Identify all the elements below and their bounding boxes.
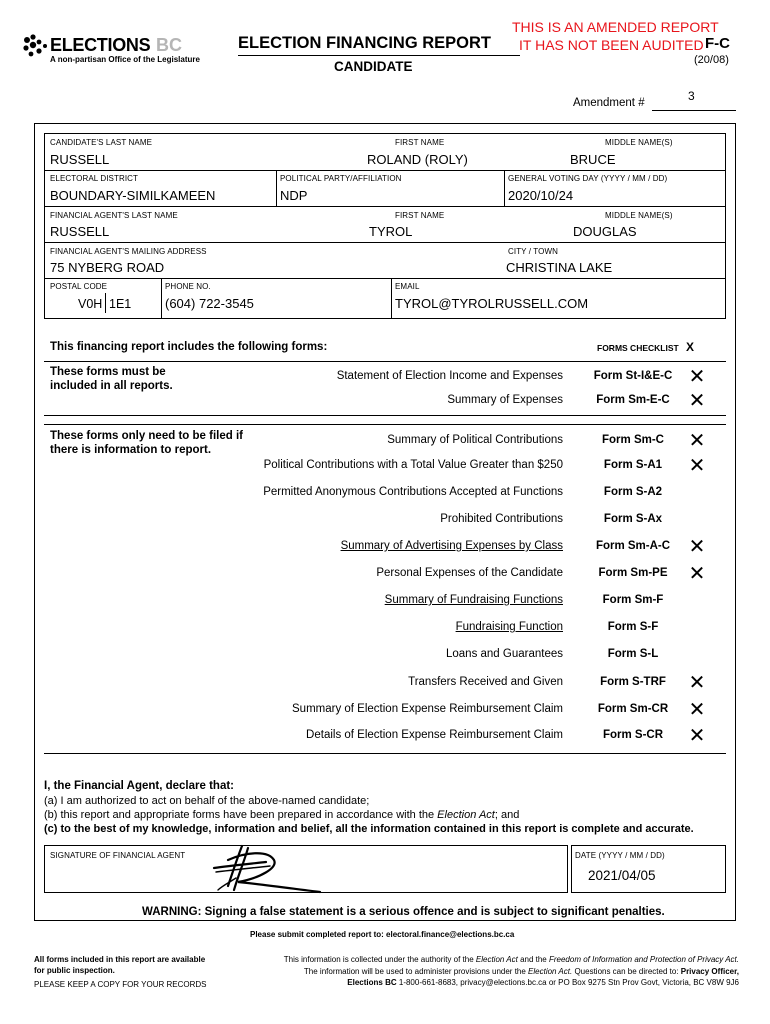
postal-code-label: POSTAL CODE [50,282,108,291]
date-field[interactable]: 2021/04/05 [588,868,656,883]
logo-tagline: A non-partisan Office of the Legislature [50,55,200,64]
form-row-description: Fundraising Function [455,621,563,633]
form-checkbox[interactable]: ✕ [688,699,706,721]
row-divider [44,206,726,207]
form-checkbox[interactable]: ✕ [688,430,706,452]
warning-text: Signing a false statement is a serious offence and is subject to significant penalties. [204,906,665,918]
form-row-description: Summary of Expenses [447,394,563,406]
email-label: EMAIL [395,282,420,291]
declaration-b-text: (b) this report and appropriate forms have been prepared in accordance with the [44,809,438,821]
public-inspection-note [34,954,205,976]
agent-first-name-field[interactable]: TYROL [369,224,413,239]
voting-day-field[interactable]: 2020/10/24 [508,188,574,203]
report-subtitle: CANDIDATE [334,59,413,74]
form-row-code: Form Sm-PE [598,567,668,579]
party-label: POLITICAL PARTY/AFFILIATION [280,174,402,183]
public-note-line-1: All forms included in this report are available [34,955,206,964]
logo-mark-icon [22,34,50,58]
form-row-code: Form S-TRF [600,676,666,688]
row-divider [44,278,726,279]
phone-field[interactable]: (604) 722-3545 [165,296,254,311]
declaration-item-c: (c) to the best of my knowledge, information and belief, all the information contained in this report is complete and accurate. [44,823,694,835]
form-row-description: Loans and Guarantees [445,648,563,660]
form-row-description: Political Contributions with a Total Value Greater than $250 [263,459,563,471]
electoral-district-field[interactable]: BOUNDARY-SIMILKAMEEN [50,188,216,203]
amendment-label: Amendment # [573,97,645,109]
form-checkbox[interactable]: ✕ [688,536,706,558]
report-title: ELECTION FINANCING REPORT [238,34,492,52]
declaration-item-a: (a) I am authorized to act on behalf of the above-named candidate; [44,795,370,807]
column-divider [391,278,392,319]
postal-code-divider [105,293,106,313]
form-row-description: Summary of Advertising Expenses by Class [340,540,563,552]
logo-suffix: BC [156,35,182,55]
form-row-code: Form Sm-A-C [595,540,671,552]
candidate-last-name-field[interactable]: RUSSELL [50,152,110,167]
row-divider [44,242,726,243]
agent-middle-name-field[interactable]: DOUGLAS [573,224,637,239]
form-row-code: Form Sm-CR [597,703,669,715]
privacy-notice [284,954,739,989]
forms-checklist-mark: X [686,340,695,354]
form-row-description: Summary of Political Contributions [387,434,563,446]
amended-notice: THIS IS AN AMENDED REPORT [512,19,719,35]
title-underline [238,55,520,56]
form-row-description: Statement of Election Income and Expenses [336,370,563,382]
agent-last-name-label: FINANCIAL AGENT'S LAST NAME [50,211,178,220]
postal-code-part-1[interactable]: V0H [78,297,103,311]
privacy-line-2 [284,966,739,978]
form-row-code: Form S-A2 [603,486,663,498]
warning [142,906,665,918]
declaration-b-suffix: ; and [494,809,520,821]
amendment-number-field[interactable]: 3 [688,89,695,103]
row-divider [44,170,726,171]
form-checkbox[interactable]: ✕ [688,563,706,585]
candidate-first-name-field[interactable]: ROLAND (ROLY) [367,152,468,167]
form-row-code: Form S-CR [602,729,664,741]
city-field[interactable]: CHRISTINA LAKE [506,260,613,275]
privacy-1-act2: Freedom of Information and Protection of Privacy Act. [548,955,739,964]
party-field[interactable]: NDP [280,188,308,203]
form-version: (20/08) [694,54,729,66]
declaration-heading: I, the Financial Agent, declare that: [44,780,234,792]
signature-scribble [208,842,358,894]
elections-bc-logo [22,34,222,68]
logo-text: ELECTIONS [50,35,151,55]
email-field[interactable]: TYROL@TYROLRUSSELL.COM [395,296,589,311]
phone-label: PHONE NO. [165,282,211,291]
form-row-code: Form S-A1 [603,459,663,471]
privacy-2-act: Election Act. [528,966,573,976]
form-row-description: Prohibited Contributions [440,513,563,525]
form-code: F-C [705,35,730,52]
agent-address-field[interactable]: 75 NYBERG ROAD [50,260,165,275]
form-row-description: Transfers Received and Given [408,676,563,688]
declaration-item-b [44,809,519,821]
candidate-last-name-label: CANDIDATE'S LAST NAME [50,138,153,147]
warning-label: WARNING: [142,906,202,918]
privacy-1-act1: Election Act [475,955,518,964]
form-checkbox[interactable]: ✕ [688,390,706,412]
optional-forms-note: These forms only need to be filed if there is information to report. [50,430,243,456]
candidate-middle-name-label: MIDDLE NAME(S) [605,138,673,147]
form-row-description: Permitted Anonymous Contributions Accepted at Functions [263,486,563,498]
agent-last-name-field[interactable]: RUSSELL [50,224,110,239]
agent-address-label: FINANCIAL AGENT'S MAILING ADDRESS [50,247,207,256]
forms-intro: This financing report includes the following forms: [50,341,328,353]
date-label: DATE (YYYY / MM / DD) [575,851,665,860]
form-row-description: Personal Expenses of the Candidate [376,567,563,579]
form-row-code: Form S-Ax [603,513,663,525]
privacy-1-mid: and the [517,955,549,964]
column-divider [161,278,162,319]
privacy-3-bold: Elections BC [347,978,397,987]
form-row-description: Summary of Election Expense Reimbursement Claim [292,703,563,715]
privacy-line-3 [284,977,739,989]
required-forms-note: These forms must be included in all reports. [50,366,173,392]
public-note-line-2: for public inspection. [34,966,115,975]
candidate-first-name-label: FIRST NAME [395,138,445,147]
form-row-code: Form Sm-E-C [596,394,670,406]
privacy-1-pre: This information is collected under the authority of the [283,955,476,964]
agent-first-name-label: FIRST NAME [395,211,445,220]
election-act-title: Election Act [437,809,495,821]
form-row-code: Form Sm-C [602,434,664,446]
amendment-underline [652,110,736,111]
form-row-code: Form S-F [607,621,659,633]
signature-label: SIGNATURE OF FINANCIAL AGENT [50,851,186,860]
candidate-middle-name-field[interactable]: BRUCE [570,152,616,167]
form-checkbox[interactable]: ✕ [688,366,706,388]
privacy-2-mid: Questions can be directed to: [572,966,681,976]
form-row-description: Summary of Fundraising Functions [384,594,563,606]
privacy-line-1 [284,954,739,966]
form-checkbox[interactable]: ✕ [688,725,706,747]
keep-copy-note: PLEASE KEEP A COPY FOR YOUR RECORDS [34,980,207,989]
form-row-code: Form Sm-F [602,594,664,606]
column-divider [504,170,505,206]
audit-notice: IT HAS NOT BEEN AUDITED [519,37,704,53]
postal-code-part-2[interactable]: 1E1 [109,297,132,311]
privacy-2-bold: Privacy Officer, [680,966,739,976]
voting-day-label: GENERAL VOTING DAY (YYYY / MM / DD) [508,174,668,183]
electoral-district-label: ELECTORAL DISTRICT [50,174,139,183]
privacy-3-rest: 1-800-661-8683, privacy@elections.bc.ca or PO Box 9275 Stn Prov Govt, Victoria, BC V8W 9J6 [396,978,739,987]
forms-checklist-label: FORMS CHECKLIST [597,343,679,353]
form-checkbox[interactable]: ✕ [688,672,706,694]
privacy-2-pre: The information will be used to administer provisions under the [303,966,529,976]
form-row-code: Form S-L [607,648,659,660]
form-row-description: Details of Election Expense Reimbursement Claim [306,729,563,741]
agent-middle-name-label: MIDDLE NAME(S) [605,211,673,220]
column-divider [276,170,277,206]
submit-instructions: Please submit completed report to: electoral.finance@elections.bc.ca [250,930,515,939]
form-row-code: Form St-I&E-C [593,370,673,382]
form-checkbox[interactable]: ✕ [688,455,706,477]
city-label: CITY / TOWN [508,247,558,256]
